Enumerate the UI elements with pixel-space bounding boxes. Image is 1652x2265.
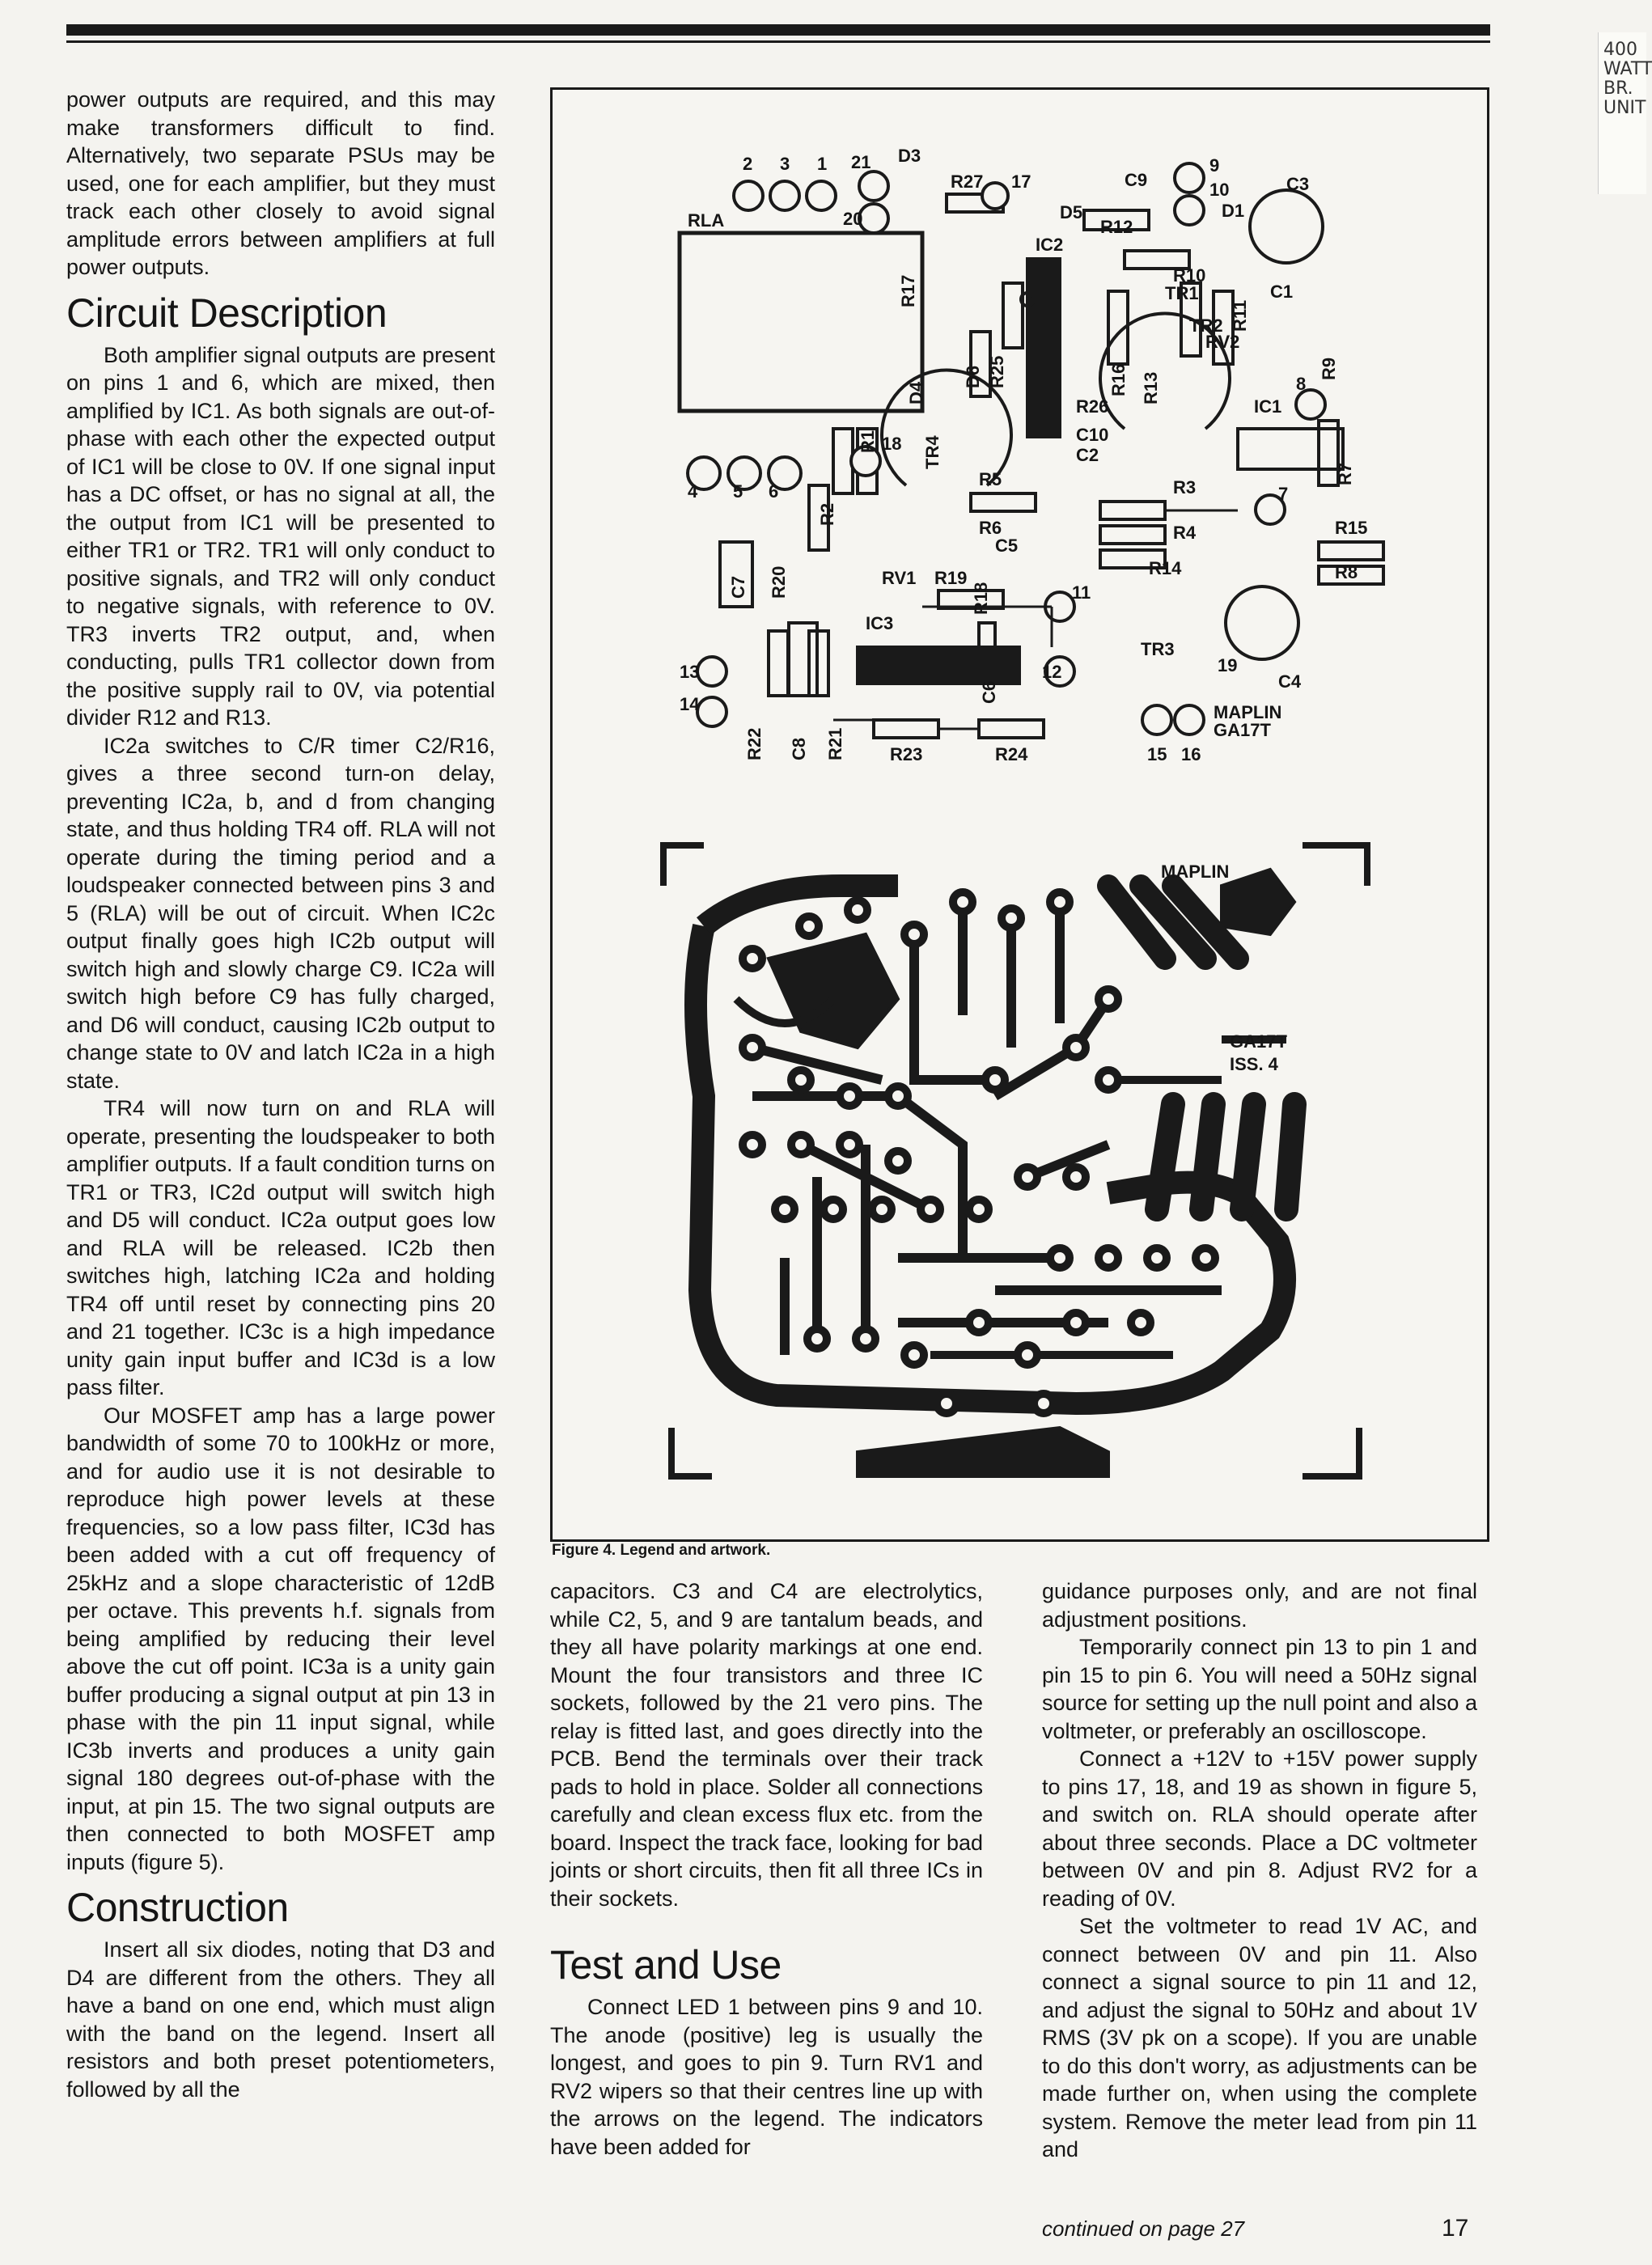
label-r11: R11: [1230, 299, 1250, 332]
ic1-body: [1238, 429, 1343, 469]
pin-label-6: 6: [769, 481, 779, 502]
label-r2: R2: [817, 502, 837, 526]
label-tr2: TR2: [1189, 315, 1223, 336]
pin-label-1: 1: [817, 154, 828, 174]
page-number: 17: [1442, 2215, 1469, 2242]
corner-mark: [671, 1428, 712, 1476]
label-c2: C2: [1076, 445, 1099, 465]
section-heading-construction: Construction: [66, 1885, 289, 1930]
paragraph: power outputs are required, and this may make transformers difficult to find. Alternatively, two separate PSUs may be used, one for each amplifier, but they must track each other closely to avoid signal amplitude errors between amplifiers at full power outputs.: [66, 87, 495, 279]
pin-label-19: 19: [1218, 655, 1238, 675]
label-r1: R1: [858, 430, 878, 453]
pin-label-14: 14: [680, 694, 700, 714]
label-rv1: RV1: [882, 568, 917, 588]
pin-label-13: 13: [680, 662, 700, 682]
legend-leads: [833, 510, 1238, 729]
label-r16: R16: [1108, 363, 1129, 396]
paragraph: IC2a switches to C/R timer C2/R16, gives a three second turn-on delay, preventing IC2a, b, and d from changing state, and thus holding TR4 off. RLA will not operate during the timing period and a loudspeaker connected between pins 3 and 5 (RLA) will be out of circuit. When IC2c output finally goes high IC2b output will switch high and slowly charge C9. IC2a will switch high before C9 has fully charged, and D6 will conduct, causing IC2b output to change state to 0V and latch IC2a in a high state.: [66, 733, 495, 1093]
paragraph: Connect LED 1 between pins 9 and 10. The anode (positive) leg is usually the longest, and goes to pin 9. Turn RV1 and RV2 wipers so that their centres line up with the arrows on the legend. The indicators have been added for: [550, 1995, 983, 2159]
pin-label-3: 3: [780, 154, 790, 174]
label-r26: R26: [1076, 396, 1109, 417]
label-r19: R19: [934, 568, 968, 588]
pin-label-4: 4: [688, 481, 698, 502]
resistor-body: [979, 720, 1044, 738]
label-d3: D3: [898, 146, 921, 166]
pin-label-17: 17: [1011, 171, 1031, 192]
resistor-body: [1003, 283, 1023, 348]
label-c1: C1: [1270, 282, 1294, 302]
corner-mark: [663, 845, 704, 886]
label-r21: R21: [825, 727, 845, 760]
c4-outline: [1226, 586, 1298, 659]
label-c3: C3: [1286, 174, 1310, 194]
resistor-body: [769, 631, 788, 696]
label-r15: R15: [1335, 518, 1368, 538]
c3-outline: [1250, 190, 1323, 263]
pin-label-8: 8: [1296, 374, 1307, 394]
artwork-label-issue: ISS. 4: [1230, 1054, 1278, 1074]
label-ic2: IC2: [1036, 235, 1064, 255]
pin-label-18: 18: [882, 434, 902, 454]
pin-label-20: 20: [843, 209, 863, 229]
paragraph: Our MOSFET amp has a large power bandwidth of some 70 to 100kHz or more, and for audio use it is not desirable to reproduce high power levels at these frequencies, so a low pass filter, IC3d has been added with a cut off frequency of 25kHz and a slope characteristic of 12dB per octave. This prevents h.f. signals from being amplified by reducing their level above the cut off point. IC3a is a unity gain buffer producing a signal output at pin 13 in phase with the pin 11 input signal, while IC3b inverts and produces a unity gain signal 180 degrees out-of-phase with the input, at pin 15. The two signal outputs are then connected to both MOSFET amp inputs (figure 5).: [66, 1403, 495, 1874]
pin-label-5: 5: [733, 481, 743, 502]
resistor-body: [1100, 526, 1165, 544]
label-r8: R8: [1335, 562, 1358, 582]
power-pad: [1157, 1104, 1173, 1209]
label-c6: C6: [979, 680, 999, 704]
label-d5: D5: [1060, 202, 1083, 222]
label-ic3: IC3: [866, 613, 894, 633]
label-c10: C10: [1076, 425, 1109, 445]
paragraph: Set the voltmeter to read 1V AC, and connect between 0V and pin 11. Also connect a signal source to pin 11 and 12, and adjust the signal to 50Hz and about 1V RMS (3V pk on a scope). If you are unable to do this don't worry, as adjustments can be made further on, when using the complete system. Remove the meter lead from pin 11 and: [1042, 1914, 1477, 2161]
artwork-label-id: GA17T: [1230, 1031, 1287, 1052]
label-r23: R23: [890, 744, 923, 764]
resistor-body: [874, 720, 938, 738]
label-r7: R7: [1335, 462, 1355, 485]
c8-body: [789, 623, 817, 696]
component-legend-diagram: [671, 138, 1367, 768]
relay-outline: [680, 233, 922, 411]
label-r13: R13: [1141, 371, 1161, 404]
label-tr3: TR3: [1141, 639, 1175, 659]
header-rule-thin: [66, 40, 1490, 43]
power-pad: [1242, 1104, 1254, 1209]
pin-label-21: 21: [851, 152, 871, 172]
continued-note: continued on page 27: [1042, 2216, 1245, 2241]
pin-label-9: 9: [1209, 155, 1220, 176]
label-d6: D6: [963, 365, 983, 388]
label-tr1: TR1: [1165, 283, 1199, 303]
paragraph: Temporarily connect pin 13 to pin 1 and pin 15 to pin 6. You will need a 50Hz signal source for setting up the null point and also a voltmeter, or preferably an oscilloscope.: [1042, 1635, 1477, 1743]
pin-label-16: 16: [1181, 744, 1201, 764]
label-r6: R6: [979, 518, 1002, 538]
label-r14: R14: [1149, 558, 1182, 578]
label-rla: RLA: [688, 210, 725, 231]
label-r17: R17: [898, 274, 918, 307]
label-r25: R25: [987, 355, 1007, 388]
copper-fill: [858, 1428, 1108, 1476]
pin-label-2: 2: [743, 154, 753, 174]
paragraph: guidance purposes only, and are not final adjustment positions.: [1042, 1579, 1477, 1632]
section-heading-circuit-description: Circuit Description: [66, 290, 388, 336]
label-ic1: IC1: [1254, 396, 1282, 417]
label-c5: C5: [995, 536, 1019, 556]
power-pad: [1201, 1104, 1214, 1209]
label-r22: R22: [744, 727, 765, 760]
paragraph: capacitors. C3 and C4 are electrolytics, while C2, 5, and 9 are tantalum beads, and they all have polarity markings at one end. Mount the four transistors and three IC sockets, followed by the 21 vero pins. The relay is fitted last, and goes directly into the PCB. Bend the terminals over their track pads to hold in place. Solder all connections carefully and clean excess flux etc. from the board. Inspect the track face, looking for bad joints or short circuits, then fit all three ICs in their sockets.: [550, 1579, 983, 1911]
label-r18: R18: [971, 582, 991, 615]
label-d1: D1: [1222, 201, 1245, 221]
label-c7: C7: [728, 575, 748, 599]
label-d4: D4: [906, 381, 926, 404]
label-rv2: RV2: [1205, 332, 1240, 352]
label-r3: R3: [1173, 477, 1197, 497]
label-maplin-legend: MAPLIN: [1214, 702, 1282, 722]
label-c4: C4: [1278, 671, 1302, 692]
corner-mark: [1303, 1428, 1359, 1476]
corner-mark: [1303, 845, 1367, 886]
header-rule: [66, 24, 1490, 36]
artwork-label-maplin: MAPLIN: [1161, 862, 1230, 882]
resistor-body: [971, 493, 1036, 511]
pin-label-7: 7: [1278, 484, 1289, 504]
label-r5: R5: [979, 469, 1002, 489]
label-r12: R12: [1100, 217, 1133, 237]
pin-label-12: 12: [1042, 662, 1062, 682]
right-column: [1042, 1577, 1477, 2164]
label-r4: R4: [1173, 523, 1197, 543]
label-c9: C9: [1125, 170, 1148, 190]
copper-fill: [769, 934, 898, 1048]
left-column: [66, 86, 495, 2103]
label-r9: R9: [1319, 357, 1339, 380]
label-r27: R27: [951, 171, 984, 192]
pin-label-10: 10: [1209, 180, 1230, 200]
copper-fill: [1222, 870, 1294, 934]
pcb-track-artwork: [655, 837, 1375, 1484]
label-r20: R20: [769, 565, 789, 599]
paragraph: Connect a +12V to +15V power supply to pins 17, 18, and 19 as shown in figure 5, and switch on. RLA should operate after about three seconds. Place a DC voltmeter between 0V and pin 8. Adjust RV2 for a reading of 0V.: [1042, 1746, 1477, 1911]
handwritten-margin-note: 400 WATT BR. UNIT: [1603, 40, 1652, 118]
label-board-id: GA17T: [1214, 720, 1271, 740]
pin-label-11: 11: [1072, 582, 1091, 603]
middle-column: [550, 1577, 983, 2161]
ic2-body: [1027, 259, 1060, 437]
resistor-body: [1100, 502, 1165, 519]
label-c8: C8: [789, 737, 809, 760]
figure-caption: Figure 4. Legend and artwork.: [552, 1542, 771, 1559]
paragraph: TR4 will now turn on and RLA will operate, presenting the loudspeaker to both amplifier outputs. If a fault condition turns on TR1 or TR3, IC2d output will switch high and D5 will conduct. IC2a output goes low and RLA will be released. IC2b then switches high, latching IC2a and holding TR4 off until reset by connecting pins 20 and 21 together. IC3c is a high impedance unity gain input buffer and IC3d is a low pass filter.: [66, 1096, 495, 1399]
label-tr4: TR4: [922, 435, 942, 469]
pin-label-15: 15: [1147, 744, 1167, 764]
label-r10: R10: [1173, 265, 1206, 286]
label-r24: R24: [995, 744, 1028, 764]
paragraph: Both amplifier signal outputs are present on pins 1 and 6, which are mixed, then amplified by IC1. As both signals are out-of-phase with each other the expected output of IC1 will be close to 0V. If one signal input has a DC offset, or has no signal at all, the the output from IC1 will be presented to either TR1 or TR2. TR1 will only conduct to positive signals, and TR2 will only conduct to negative signals, with reference to 0V. TR3 inverts TR2 output, and, when conducting, pulls TR1 collector down from the positive supply rail to 0V, via potential divider R12 and R13.: [66, 342, 495, 730]
power-pad: [1286, 1104, 1294, 1209]
paragraph: Insert all six diodes, noting that D3 and D4 are different from the others. They all have a band on one end, which must align with the band on the legend. Insert all resistors and both preset potentiometers, followed by all the: [66, 1937, 495, 2102]
section-heading-test-and-use: Test and Use: [550, 1942, 782, 1988]
